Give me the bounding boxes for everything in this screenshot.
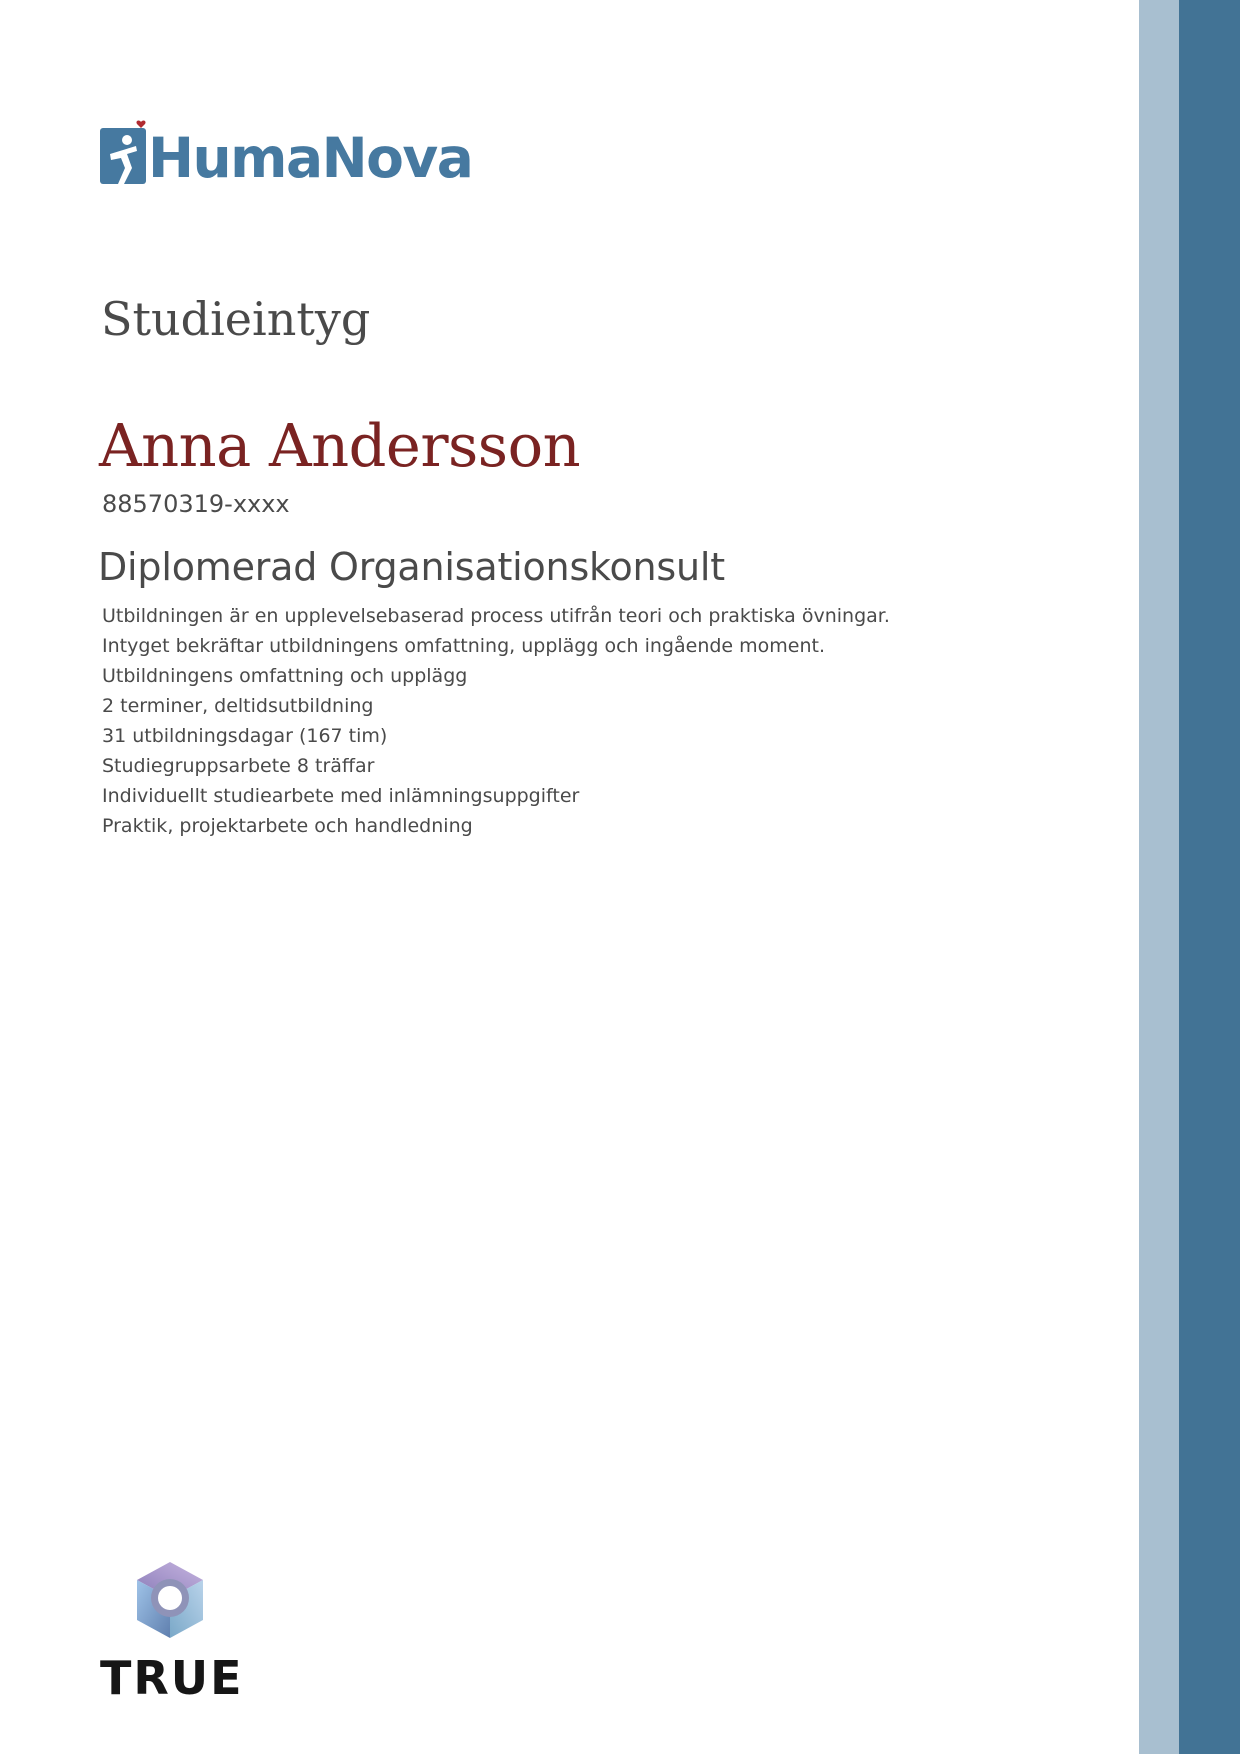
humanova-figure-icon — [100, 118, 146, 184]
person-name: Anna Andersson — [99, 411, 581, 480]
description-line: Studiegruppsarbete 8 träffar — [102, 755, 375, 777]
description-line: Praktik, projektarbete och handledning — [102, 815, 473, 837]
description-line: Intyget bekräftar utbildningens omfattning, upplägg och ingående moment. — [102, 635, 826, 657]
hexagon-ring-icon — [133, 1560, 207, 1640]
description-line: Utbildningen är en upplevelsebaserad process utifrån teori och praktiska övningar. — [102, 605, 890, 627]
side-stripe-dark — [1179, 0, 1240, 1754]
program-description — [102, 601, 890, 841]
humanova-logo — [100, 118, 473, 190]
document-title: Studieintyg — [101, 292, 371, 346]
true-logo-text: TRUE — [100, 1651, 244, 1705]
program-name: Diplomerad Organisationskonsult — [98, 545, 725, 589]
person-id: 88570319-xxxx — [102, 490, 290, 518]
side-stripe-light — [1139, 0, 1179, 1754]
description-line: 31 utbildningsdagar (167 tim) — [102, 725, 388, 747]
description-line: Utbildningens omfattning och upplägg — [102, 665, 468, 687]
humanova-logo-text: HumaNova — [148, 126, 473, 190]
description-line: 2 terminer, deltidsutbildning — [102, 695, 374, 717]
description-line: Individuellt studiearbete med inlämningsuppgifter — [102, 785, 580, 807]
